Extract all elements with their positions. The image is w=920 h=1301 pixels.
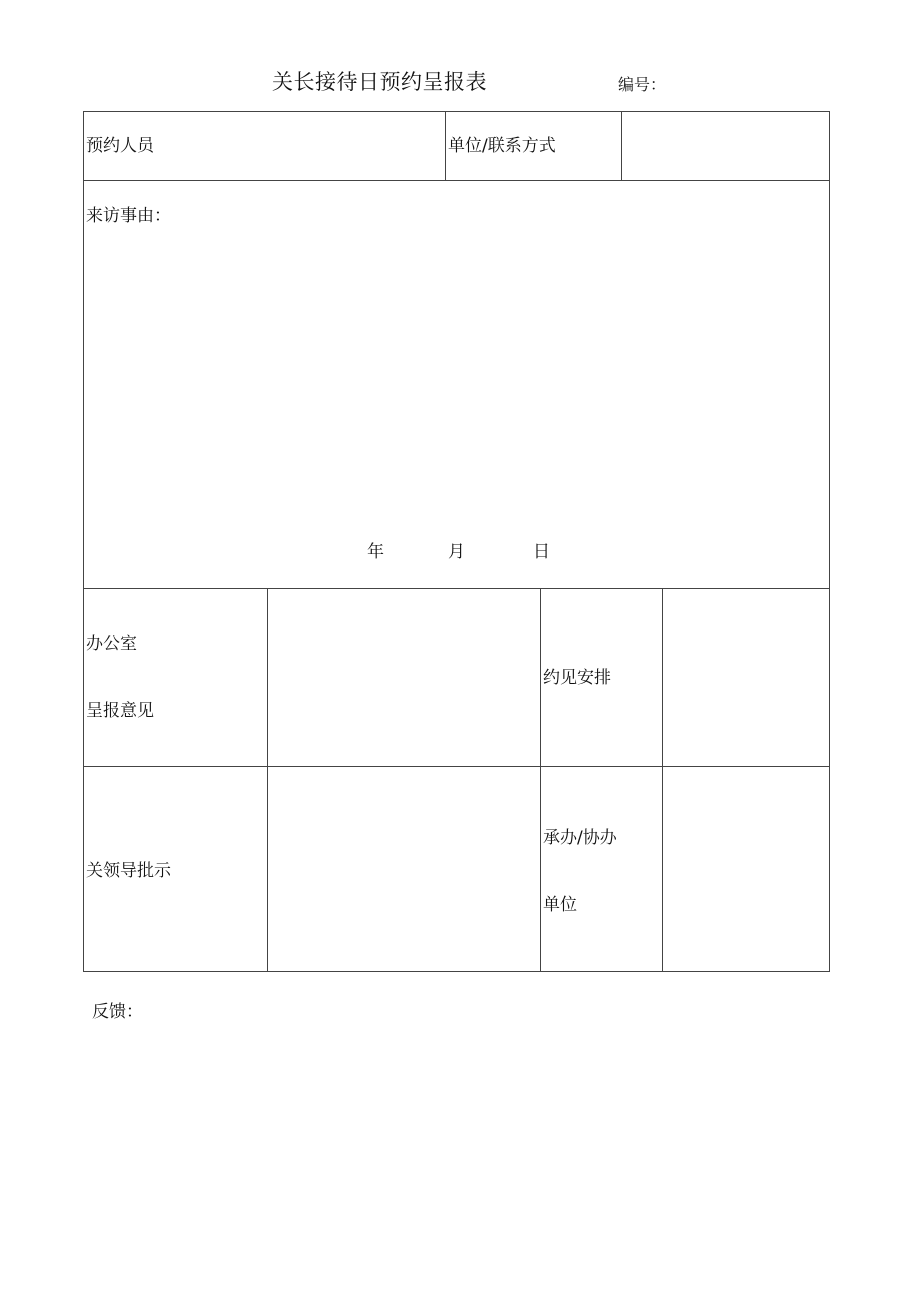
handling-unit-label-line2: 单位 [543, 895, 577, 915]
office-opinion-value-cell[interactable] [267, 588, 541, 767]
date-day-label: 日 [533, 542, 550, 562]
office-opinion-label-line2: 呈报意见 [86, 701, 154, 721]
date-year-label: 年 [367, 542, 384, 562]
leader-instruction-label-cell [83, 766, 268, 972]
visit-reason-cell[interactable] [83, 180, 830, 589]
meeting-arrangement-label-cell [540, 588, 663, 767]
handling-unit-label-cell [540, 766, 663, 972]
meeting-arrangement-value-cell[interactable] [662, 588, 830, 767]
leader-instruction-value-cell[interactable] [267, 766, 541, 972]
contact-label: 单位/联系方式 [448, 136, 556, 156]
serial-number-label: 编号： [618, 75, 667, 94]
meeting-arrangement-label: 约见安排 [543, 668, 611, 688]
leader-instruction-label: 关领导批示 [86, 861, 171, 881]
form-title: 关长接待日预约呈报表 [272, 70, 487, 94]
handling-unit-value-cell[interactable] [662, 766, 830, 972]
contact-value-cell[interactable] [621, 111, 830, 181]
appointment-form [83, 111, 830, 972]
handling-unit-label-line1: 承办/协办 [543, 828, 617, 848]
office-opinion-label-cell [83, 588, 268, 767]
applicant-label-cell [83, 111, 446, 181]
applicant-label: 预约人员 [86, 136, 154, 156]
feedback-label: 反馈： [92, 1002, 143, 1022]
date-month-label: 月 [448, 542, 465, 562]
visit-reason-label: 来访事由： [86, 206, 171, 226]
contact-label-cell [445, 111, 622, 181]
office-opinion-label-line1: 办公室 [86, 634, 137, 654]
